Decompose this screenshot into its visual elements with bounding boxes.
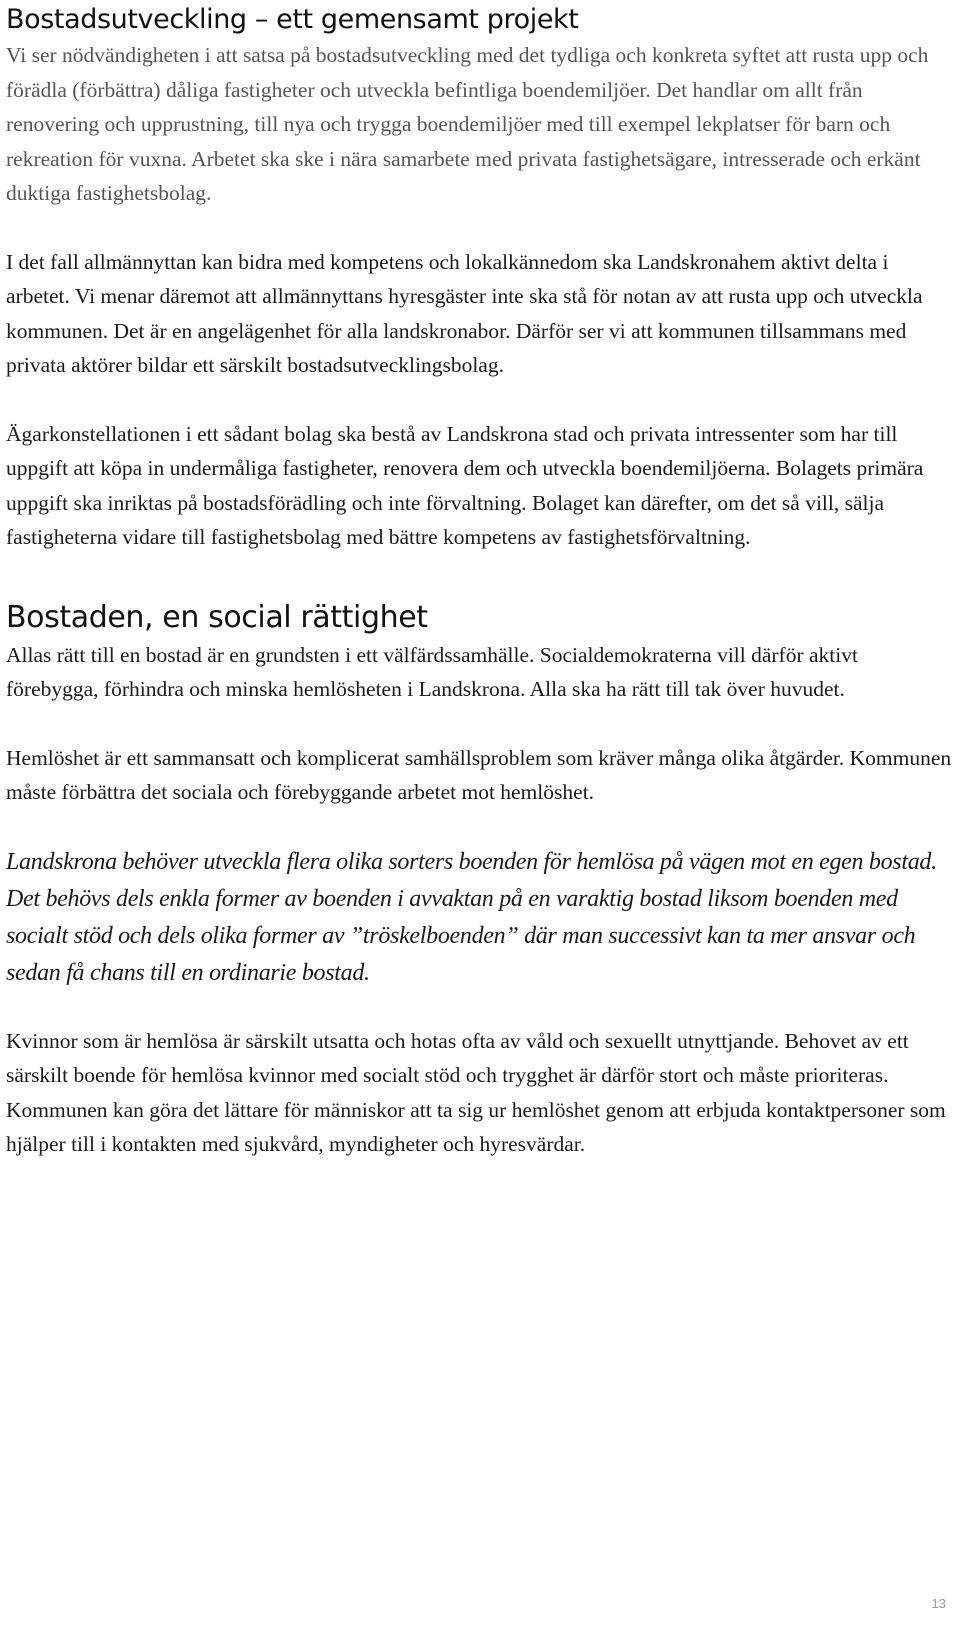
document-page: [6, 0, 954, 1162]
paragraph-allas-ratt: Allas rätt till en bostad är en grundsten i ett välfärdssamhälle. Socialdemokraterna vill därför aktivt förebygga, förhindra och minska hemlösheten i Landskrona. Alla ska ha rätt till tak över huvudet.: [6, 642, 858, 701]
page-number: 13: [931, 1596, 946, 1611]
section-heading-social-rattighet: Bostaden, en social rättighet: [6, 599, 428, 635]
paragraph-agarkonstellationen: Ägarkonstellationen i ett sådant bolag ska bestå av Landskrona stad och privata intressenter som har till uppgift att köpa in undermåliga fastigheter, renovera dem och utveckla boendemiljöerna. Bolagets primära uppgift ska inriktas på bostadsförädling och inte förvaltning. Bolaget kan därefter, om det så vill, sälja fastigheterna vidare till fastighetsbolag med bättre kompetens av fastighetsförvaltning.: [6, 421, 924, 549]
paragraph-kvinnor: Kvinnor som är hemlösa är särskilt utsatta och hotas ofta av våld och sexuellt utnyttjande. Behovet av ett särskilt boende för hemlösa kvinnor med socialt stöd och trygghet är därför stort och måste prioriteras. Kommunen kan göra det lättare för människor att ta sig ur hemlöshet genom att erbjuda kontaktpersoner som hjälper till i kontakten med sjukvård, myndigheter och hyresvärdar.: [6, 1028, 946, 1156]
paragraph-hemloshet: Hemlöshet är ett sammansatt och komplicerat samhällsproblem som kräver många olika åtgärder. Kommunen måste förbättra det sociala och förebyggande arbetet mot hemlöshet.: [6, 745, 952, 804]
section-heading-bostadsutveckling: Bostadsutveckling – ett gemensamt projekt: [6, 4, 579, 35]
paragraph-allmannyttan: I det fall allmännyttan kan bidra med kompetens och lokalkännedom ska Landskronahem aktivt delta i arbetet. Vi menar däremot att allmännyttans hyresgäster inte ska stå för notan av att rusta upp och utveckla kommunen. Det är en angelägenhet för alla landskronabor. Därför ser vi att kommunen tillsammans med privata aktörer bildar ett särskilt bostadsutvecklingsbolag.: [6, 249, 923, 377]
paragraph-boenden-italic: Landskrona behöver utveckla flera olika sorters boenden för hemlösa på vägen mot en egen bostad. Det behövs dels enkla former av boenden i avvaktan på en varaktig bostad liksom boenden med socialt stöd och dels olika former av ”tröskelboenden” där man successivt kan ta mer ansvar och sedan få chans till en ordinarie bostad.: [6, 848, 937, 986]
paragraph-bostadsutveckling-intro: Vi ser nödvändigheten i att satsa på bostadsutveckling med det tydliga och konkreta syftet att rusta upp och förädla (förbättra) dåliga fastigheter och utveckla befintliga boendemiljöer. Det handlar om allt från renovering och upprustning, till nya och trygga boendemiljöer med till exempel lekplatser för barn och rekreation för vuxna. Arbetet ska ske i nära samarbete med privata fastighetsägare, intresserade och erkänt duktiga fastighetsbolag.: [6, 43, 929, 205]
